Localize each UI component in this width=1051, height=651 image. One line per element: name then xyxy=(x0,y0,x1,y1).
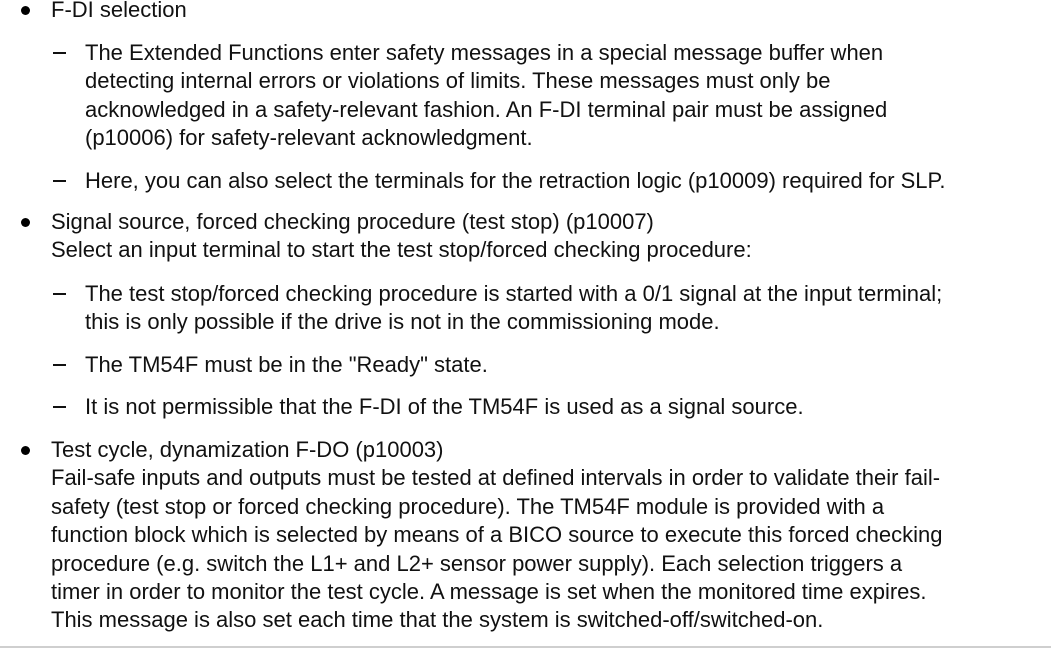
dash-text-line: acknowledged in a safety-relevant fashion. An F-DI terminal pair must be assigned xyxy=(85,96,888,122)
bullet-heading: Signal source, forced checking procedure (test stop) (p10007) xyxy=(51,209,654,234)
bullet-heading: Test cycle, dynamization F-DO (p10003) xyxy=(51,437,444,462)
dash-icon xyxy=(53,406,66,408)
dash-text-line: The TM54F must be in the "Ready" state. xyxy=(85,352,488,377)
dash-text-line: detecting internal errors or violations of limits. These messages must only be xyxy=(85,68,831,94)
dash-text-line: The Extended Functions enter safety messages in a special message buffer when xyxy=(85,40,884,65)
bullet-text-line: Fail-safe inputs and outputs must be tested at defined intervals in order to validate their fail- xyxy=(51,465,941,491)
bullet-text-line: timer in order to monitor the test cycle. A message is set when the monitored time expires. xyxy=(51,579,927,605)
dash-item xyxy=(0,351,1051,379)
bullet-icon xyxy=(21,446,30,455)
dash-item xyxy=(0,167,1051,195)
dash-text-line: Here, you can also select the terminals for the retraction logic (p10009) required for SLP. xyxy=(85,168,946,193)
bullet-text-line: safety (test stop or forced checking procedure). The TM54F module is provided with a xyxy=(51,493,885,519)
dash-text-line: this is only possible if the drive is not in the commissioning mode. xyxy=(85,309,720,335)
bullet-icon xyxy=(21,218,30,227)
dash-icon xyxy=(53,52,66,54)
bullet-heading: F-DI selection xyxy=(51,0,187,22)
dash-icon xyxy=(53,364,66,366)
dash-item xyxy=(0,39,1051,153)
bullet-text-line: function block which is selected by means of a BICO source to execute this forced checking xyxy=(51,522,943,548)
page-bottom-divider xyxy=(0,646,1051,648)
dash-text-line: (p10006) for safety-relevant acknowledgment. xyxy=(85,125,533,151)
bullet-text-line: Select an input terminal to start the test stop/forced checking procedure: xyxy=(51,237,752,263)
dash-text-line: The test stop/forced checking procedure is started with a 0/1 signal at the input terminal; xyxy=(85,281,943,306)
dash-icon xyxy=(53,180,66,182)
bullet-item-test-cycle xyxy=(0,436,1051,635)
bullet-text-line: This message is also set each time that the system is switched-off/switched-on. xyxy=(51,607,824,633)
bullet-item-fdi-selection xyxy=(0,0,1051,24)
dash-text-line: It is not permissible that the F-DI of the TM54F is used as a signal source. xyxy=(85,394,804,419)
dash-icon xyxy=(53,293,66,295)
bullet-text-line: procedure (e.g. switch the L1+ and L2+ sensor power supply). Each selection triggers a xyxy=(51,550,903,576)
bullet-item-signal-source xyxy=(0,208,1051,265)
bullet-icon xyxy=(21,6,30,15)
dash-item xyxy=(0,393,1051,421)
dash-item xyxy=(0,280,1051,337)
